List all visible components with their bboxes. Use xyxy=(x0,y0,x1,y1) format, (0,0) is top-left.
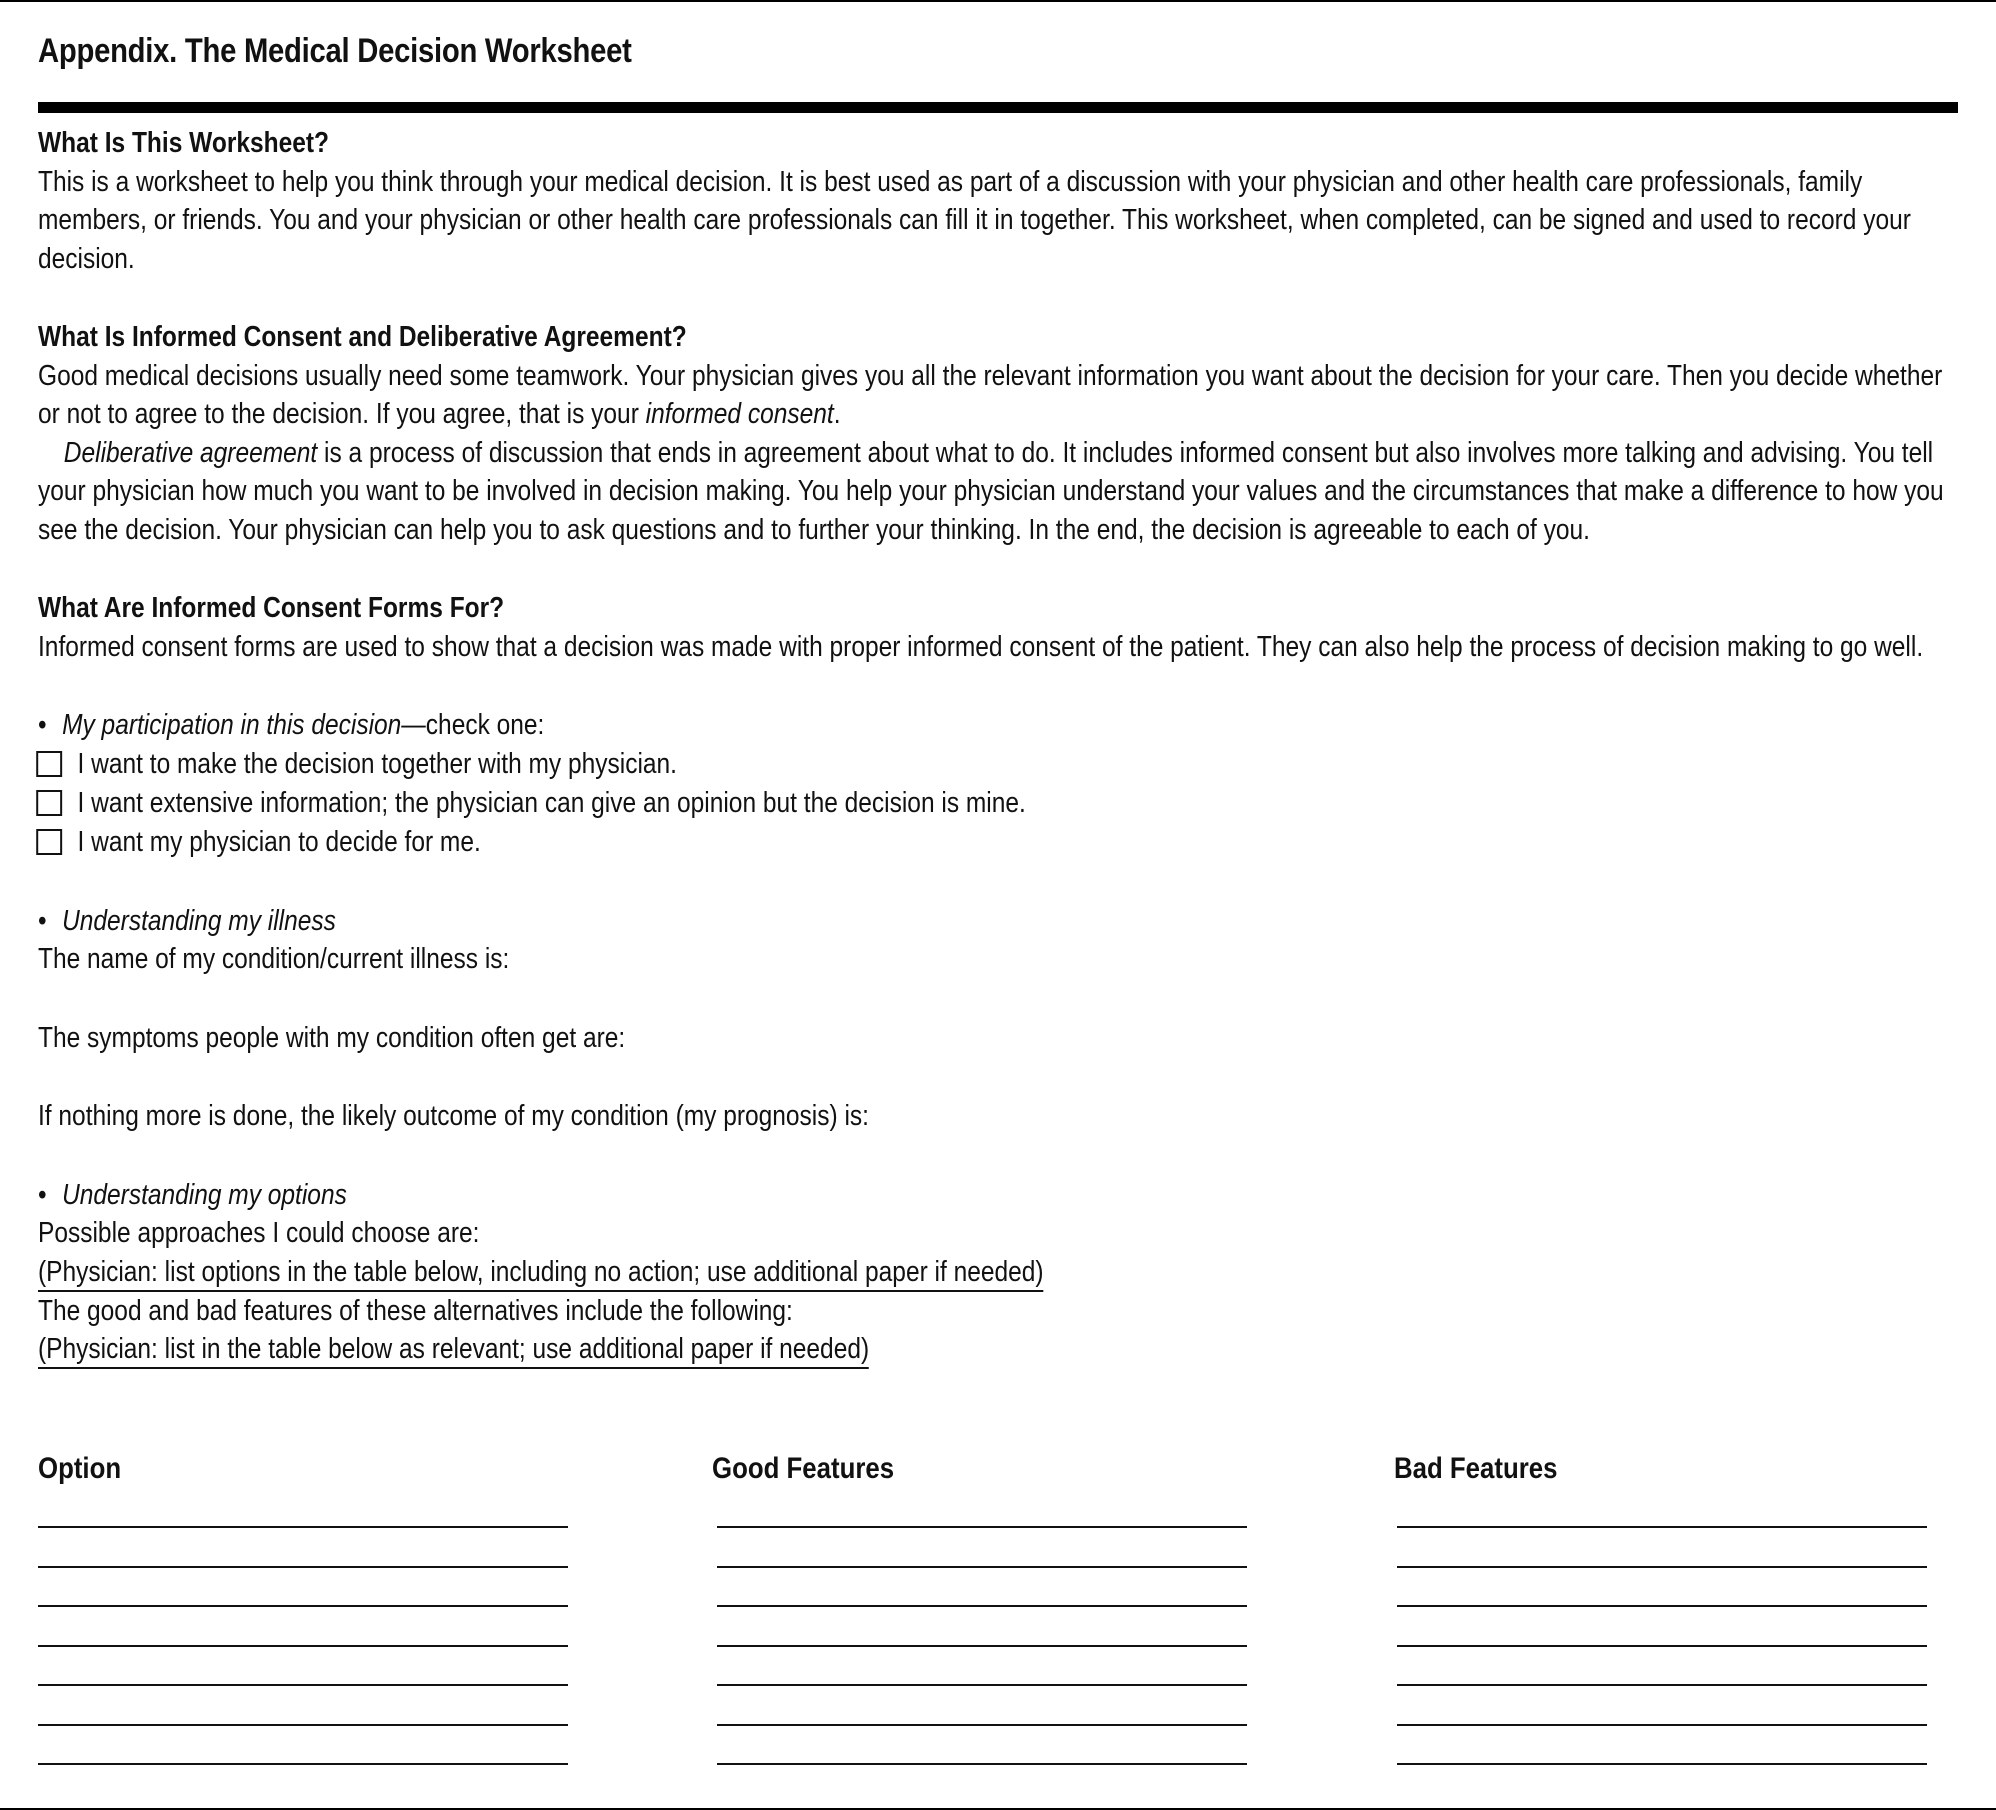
column-header-bad-features: Bad Features xyxy=(1394,1452,1558,1485)
blank-line-bad-features[interactable] xyxy=(1397,1526,1927,1528)
blank-line-option[interactable] xyxy=(38,1763,568,1765)
checkbox[interactable] xyxy=(36,790,62,816)
participation-option-label: I want extensive information; the physician can give an opinion but the decision is mine. xyxy=(77,786,1026,819)
blank-line-good-features[interactable] xyxy=(717,1763,1247,1765)
participation-label: • My participation in this decision—check one: xyxy=(38,706,1964,745)
blank-line-option[interactable] xyxy=(38,1645,568,1647)
blank-line-good-features[interactable] xyxy=(717,1605,1247,1607)
blank-line-option[interactable] xyxy=(38,1724,568,1726)
blank-line-bad-features[interactable] xyxy=(1397,1566,1927,1568)
features-physician-instruction: (Physician: list in the table below as relevant; use additional paper if needed) xyxy=(38,1331,869,1369)
checkbox[interactable] xyxy=(36,751,62,777)
options-features-prompt: The good and bad features of these alternatives include the following: xyxy=(38,1294,793,1327)
options-table xyxy=(0,1452,1996,1782)
blank-line-good-features[interactable] xyxy=(717,1684,1247,1686)
checkbox[interactable] xyxy=(36,829,62,855)
participation-option-label: I want to make the decision together with my physician. xyxy=(77,747,677,780)
blank-line-bad-features[interactable] xyxy=(1397,1763,1927,1765)
worksheet-body xyxy=(38,124,1964,1369)
section-text-deliberative-agreement: Deliberative agreement is a process of discussion that ends in agreement about what to do. It includes informed consent but also involves more talking and advising. You tell your physician how much you want to be involved in decision making. You help your physician understand your values and the circumstances that make a difference to how you see the decision. Your physician can help you to ask questions and to further your thinking. In the end, the decision is agreeable to each of you. xyxy=(38,436,1944,546)
illness-prognosis-prompt: If nothing more is done, the likely outcome of my condition (my prognosis) is: xyxy=(38,1100,870,1132)
participation-option-3[interactable] xyxy=(38,823,1964,862)
term-deliberative-agreement: Deliberative agreement xyxy=(63,436,318,469)
bullet-icon: • xyxy=(38,1178,47,1211)
options-approaches-prompt: Possible approaches I could choose are: xyxy=(38,1217,480,1249)
blank-line-bad-features[interactable] xyxy=(1397,1645,1927,1647)
blank-line-bad-features[interactable] xyxy=(1397,1724,1927,1726)
blank-line-option[interactable] xyxy=(38,1684,568,1686)
page-title: Appendix. The Medical Decision Worksheet xyxy=(38,32,632,70)
column-header-good-features: Good Features xyxy=(712,1452,895,1485)
blank-line-good-features[interactable] xyxy=(717,1526,1247,1528)
section-text-consent-forms: Informed consent forms are used to show that a decision was made with proper informed consent of the patient. They can also help the process of decision making to go well. xyxy=(38,630,1924,663)
blank-line-option[interactable] xyxy=(38,1526,568,1528)
section-heading-consent-forms: What Are Informed Consent Forms For? xyxy=(38,592,505,624)
bullet-icon: • xyxy=(38,904,47,937)
illness-label: • Understanding my illness xyxy=(38,902,1964,941)
blank-line-good-features[interactable] xyxy=(717,1724,1247,1726)
blank-line-option[interactable] xyxy=(38,1605,568,1607)
section-heading-informed-consent: What Is Informed Consent and Deliberative Agreement? xyxy=(38,321,687,353)
illness-condition-prompt: The name of my condition/current illness is: xyxy=(38,943,510,975)
participation-option-label: I want my physician to decide for me. xyxy=(77,825,481,858)
blank-line-good-features[interactable] xyxy=(717,1645,1247,1647)
options-label: • Understanding my options xyxy=(38,1176,1964,1215)
blank-line-good-features[interactable] xyxy=(717,1566,1247,1568)
column-header-option: Option xyxy=(38,1452,122,1485)
blank-line-bad-features[interactable] xyxy=(1397,1684,1927,1686)
section-text-worksheet: This is a worksheet to help you think through your medical decision. It is best used as part of a discussion with your physician and other health care professionals, family members, or friends. You and your physician or other health care professionals can fill it in together. This worksheet, when completed, can be signed and used to record your decision. xyxy=(38,165,1911,275)
term-informed-consent: informed consent xyxy=(645,398,834,430)
illness-symptoms-prompt: The symptoms people with my condition often get are: xyxy=(38,1021,626,1054)
participation-option-1[interactable] xyxy=(38,745,1964,784)
blank-line-option[interactable] xyxy=(38,1566,568,1568)
section-text-informed-consent: Good medical decisions usually need some teamwork. Your physician gives you all the relevant information you want about the decision for your care. Then you decide whether or not to agree to the decision. If you agree, that is your informed consent. xyxy=(38,359,1943,430)
options-physician-instruction: (Physician: list options in the table below, including no action; use additional paper if needed) xyxy=(38,1254,1044,1292)
participation-option-2[interactable] xyxy=(38,784,1964,823)
section-heading-worksheet: What Is This Worksheet? xyxy=(38,127,329,159)
title-rule xyxy=(38,102,1958,113)
bullet-icon: • xyxy=(38,709,47,741)
blank-line-bad-features[interactable] xyxy=(1397,1605,1927,1607)
